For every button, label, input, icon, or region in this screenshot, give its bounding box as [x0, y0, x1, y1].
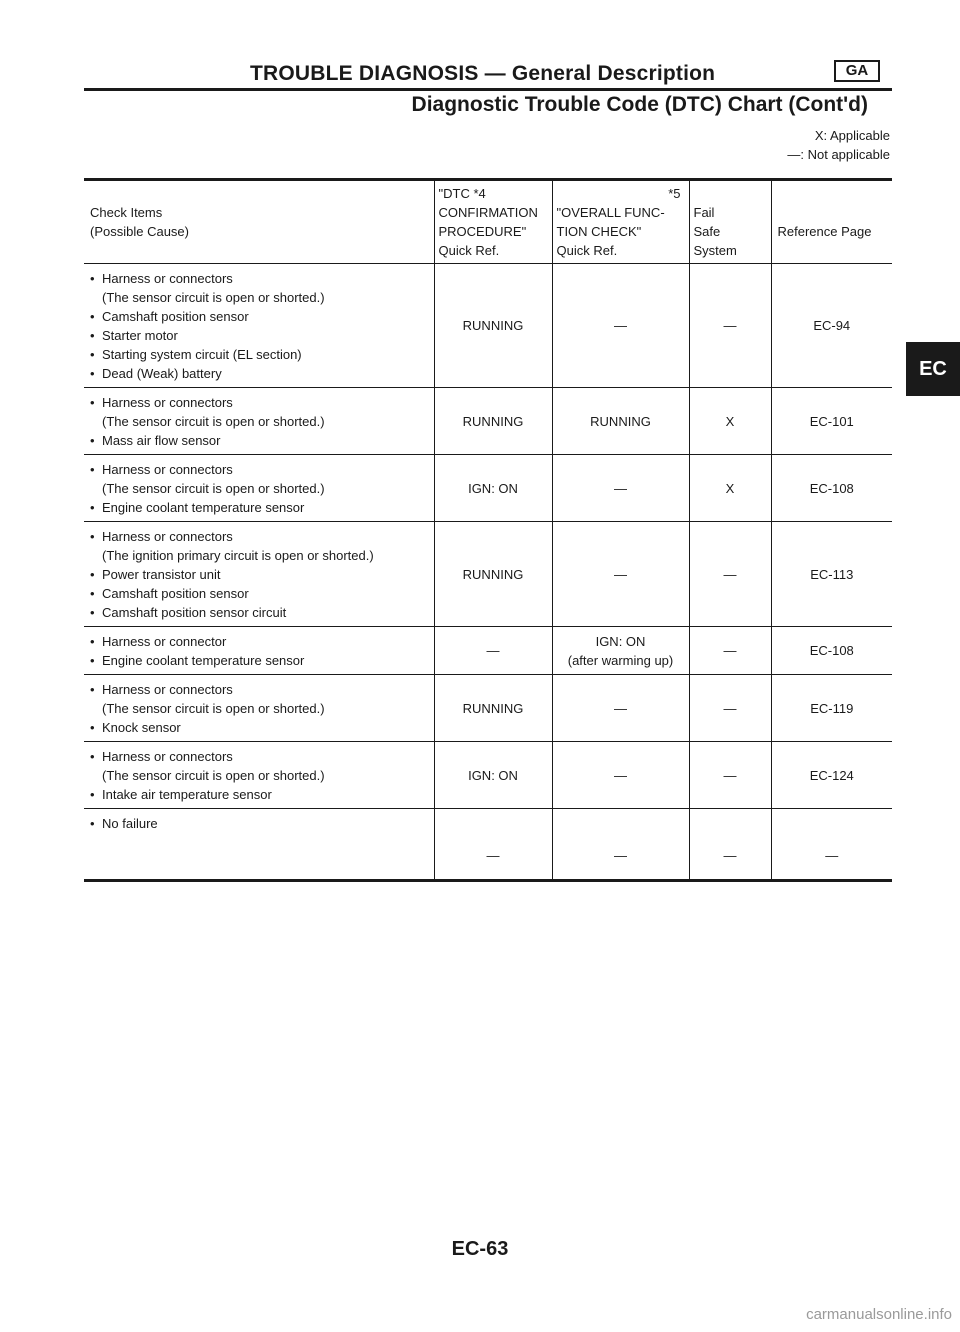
check-items-cell [84, 809, 434, 881]
fail-safe-cell-value: — [723, 566, 737, 582]
bullet-icon: • [90, 309, 95, 324]
fail-safe-cell [689, 264, 771, 388]
bullet-icon: • [90, 816, 95, 831]
check-item [90, 364, 430, 383]
check-item [90, 269, 430, 288]
fail-safe-cell-value: — [723, 318, 737, 333]
dtc-confirmation-cell [434, 388, 552, 455]
check-item-text: Harness or connectors [102, 749, 233, 764]
fail-safe-cell-value: — [723, 847, 737, 863]
overall-function-check-cell [552, 522, 689, 627]
check-item [90, 814, 430, 833]
legend-not-applicable: —: Not applicable [787, 147, 890, 162]
dtc-confirmation-cell-value: RUNNING [462, 566, 524, 582]
dtc-confirmation-cell-value: IGN: ON [468, 767, 518, 783]
table-row [84, 627, 892, 675]
check-item [90, 680, 430, 699]
check-item-text: Harness or connector [102, 634, 227, 649]
page-subtitle: Diagnostic Trouble Code (DTC) Chart (Cont'd) [411, 93, 868, 116]
header-line: Quick Ref. [438, 243, 500, 258]
check-item-text: (The sensor circuit is open or shorted.) [102, 414, 325, 429]
dtc-confirmation-cell-value: IGN: ON [468, 480, 518, 496]
header-check-items [84, 180, 434, 264]
bullet-icon: • [90, 653, 95, 668]
reference-page-cell [771, 742, 892, 809]
check-items-cell [84, 264, 434, 388]
header-line: "OVERALL FUNC- [556, 205, 665, 220]
fail-safe-cell-value: — [723, 767, 737, 783]
dtc-confirmation-cell-value: RUNNING [462, 318, 524, 333]
header-line: (Possible Cause) [90, 224, 189, 239]
bullet-icon: • [90, 328, 95, 343]
check-item-text: Intake air temperature sensor [102, 787, 272, 802]
overall-function-check-note: (after warming up) [567, 652, 674, 668]
overall-function-check-cell-value: IGN: ON [595, 633, 646, 649]
check-item-text: Harness or connectors [102, 529, 233, 544]
reference-page-cell-value: — [825, 847, 839, 863]
fail-safe-cell [689, 388, 771, 455]
section-logo: GA [834, 60, 880, 82]
table-row [84, 809, 892, 881]
reference-page-cell [771, 809, 892, 881]
check-item [90, 527, 430, 546]
legend-applicable: X: Applicable [814, 128, 890, 143]
check-item [90, 565, 430, 584]
check-item [90, 460, 430, 479]
header-line: Quick Ref. [556, 243, 618, 258]
dtc-confirmation-cell-value: RUNNING [462, 700, 524, 716]
check-item-note [90, 412, 430, 431]
bullet-icon: • [90, 271, 95, 286]
check-item-text: Camshaft position sensor [102, 586, 249, 601]
page-header-title: TROUBLE DIAGNOSIS — General Description [250, 62, 716, 85]
dtc-confirmation-cell [434, 742, 552, 809]
check-item [90, 431, 430, 450]
check-item-note [90, 766, 430, 785]
table-row [84, 264, 892, 388]
page-number: EC-63 [451, 1238, 509, 1260]
check-item [90, 718, 430, 737]
fail-safe-cell [689, 675, 771, 742]
bullet-icon: • [90, 634, 95, 649]
fail-safe-cell [689, 742, 771, 809]
dtc-confirmation-cell [434, 264, 552, 388]
check-item-note [90, 479, 430, 498]
check-item-text: Dead (Weak) battery [102, 366, 222, 381]
reference-page-cell [771, 627, 892, 675]
check-item-text: (The sensor circuit is open or shorted.) [102, 481, 325, 496]
table-row [84, 675, 892, 742]
check-item-text: Power transistor unit [102, 567, 221, 582]
reference-page-cell-value: EC-113 [810, 566, 854, 582]
fail-safe-cell [689, 455, 771, 522]
table-row [84, 388, 892, 455]
check-item [90, 747, 430, 766]
bullet-icon: • [90, 366, 95, 381]
reference-page-cell [771, 522, 892, 627]
check-item-text: Harness or connectors [102, 462, 233, 477]
bullet-icon: • [90, 682, 95, 697]
header-line: CONFIRMATION [438, 205, 538, 220]
reference-page-cell [771, 388, 892, 455]
reference-page-cell-value: EC-94 [813, 318, 851, 333]
reference-page-cell [771, 675, 892, 742]
check-items-cell [84, 627, 434, 675]
reference-page-cell [771, 264, 892, 388]
bullet-icon: • [90, 529, 95, 544]
check-item-text: (The ignition primary circuit is open or shorted.) [102, 548, 374, 563]
fail-safe-cell-value: X [725, 480, 735, 496]
header-line: "DTC *4 [438, 186, 486, 201]
dtc-confirmation-cell-value: — [486, 643, 500, 658]
check-item-note [90, 699, 430, 718]
fail-safe-cell [689, 627, 771, 675]
check-item [90, 393, 430, 412]
check-item-text: Starter motor [102, 328, 178, 343]
check-item-text: Mass air flow sensor [102, 433, 221, 448]
header-line: PROCEDURE" [438, 224, 527, 239]
check-item-text: (The sensor circuit is open or shorted.) [102, 290, 325, 305]
check-item-text: Camshaft position sensor [102, 309, 249, 324]
check-item [90, 785, 430, 804]
check-items-cell [84, 388, 434, 455]
check-item-text: (The sensor circuit is open or shorted.) [102, 768, 325, 783]
bullet-icon: • [90, 500, 95, 515]
header-reference-page: Reference Page [771, 180, 892, 264]
check-item [90, 307, 430, 326]
legend [787, 126, 890, 164]
table-row [84, 742, 892, 809]
dtc-confirmation-cell [434, 455, 552, 522]
overall-function-check-cell-value: — [614, 847, 627, 863]
fail-safe-cell-value: — [723, 700, 737, 716]
section-tab-ec: EC [906, 342, 960, 396]
check-item [90, 603, 430, 622]
check-item-note [90, 288, 430, 307]
check-item-text: Harness or connectors [102, 271, 233, 286]
check-item-text: (The sensor circuit is open or shorted.) [102, 701, 325, 716]
bullet-icon: • [90, 347, 95, 362]
dtc-chart-table [84, 178, 892, 882]
overall-function-check-cell [552, 388, 689, 455]
reference-page-cell-value: EC-108 [809, 480, 854, 496]
fail-safe-cell [689, 809, 771, 881]
check-item [90, 345, 430, 364]
check-item-text: Engine coolant temperature sensor [102, 653, 305, 668]
check-items-cell [84, 522, 434, 627]
dtc-confirmation-cell [434, 627, 552, 675]
check-items-cell [84, 742, 434, 809]
table-row [84, 522, 892, 627]
header-rule [84, 88, 892, 91]
check-item [90, 326, 430, 345]
reference-page-cell-value: EC-101 [809, 413, 854, 429]
dtc-confirmation-cell [434, 675, 552, 742]
check-item-text: Starting system circuit (EL section) [102, 347, 302, 362]
overall-function-check-cell [552, 809, 689, 881]
overall-function-check-cell [552, 675, 689, 742]
check-item [90, 651, 430, 670]
bullet-icon: • [90, 720, 95, 735]
reference-page-cell-value: EC-124 [809, 767, 854, 783]
overall-function-check-cell-value: — [614, 767, 627, 783]
check-item-text: Knock sensor [102, 720, 181, 735]
check-item-text: Engine coolant temperature sensor [102, 500, 305, 515]
overall-function-check-cell [552, 455, 689, 522]
check-item-note [90, 546, 430, 565]
overall-function-check-cell-value: — [614, 700, 627, 716]
overall-function-check-cell [552, 742, 689, 809]
fail-safe-cell [689, 522, 771, 627]
table-row [84, 455, 892, 522]
dtc-confirmation-cell-value: RUNNING [462, 413, 524, 429]
table-header-row [84, 180, 892, 264]
reference-page-cell-value: EC-119 [810, 700, 854, 716]
bullet-icon: • [90, 605, 95, 620]
check-items-cell [84, 455, 434, 522]
check-item-text: Camshaft position sensor circuit [102, 605, 287, 620]
header-line: Check Items [90, 205, 163, 220]
fail-safe-cell-value: — [723, 643, 737, 658]
bullet-icon: • [90, 787, 95, 802]
check-item-text: No failure [102, 816, 158, 831]
dtc-confirmation-cell [434, 522, 552, 627]
watermark: carmanualsonline.info [806, 1306, 952, 1323]
overall-function-check-cell-value: RUNNING [590, 413, 651, 429]
header-line: System [693, 243, 737, 258]
overall-function-check-cell-value: — [614, 566, 627, 582]
header-line: *5 [668, 186, 681, 201]
check-item-text: Harness or connectors [102, 682, 233, 697]
header-line: Fail [693, 205, 715, 220]
bullet-icon: • [90, 567, 95, 582]
dtc-confirmation-cell [434, 809, 552, 881]
bullet-icon: • [90, 462, 95, 477]
bullet-icon: • [90, 749, 95, 764]
overall-function-check-cell-value: — [614, 480, 627, 496]
header-line: TION CHECK" [556, 224, 642, 239]
overall-function-check-cell [552, 627, 689, 675]
fail-safe-cell-value: X [725, 413, 735, 429]
overall-function-check-cell [552, 264, 689, 388]
reference-page-cell-value: EC-108 [809, 643, 854, 658]
bullet-icon: • [90, 395, 95, 410]
check-item [90, 632, 430, 651]
header-overall-function-check [552, 180, 689, 264]
check-item-text: Harness or connectors [102, 395, 233, 410]
header-dtc-confirmation [434, 180, 552, 264]
overall-function-check-cell-value: — [614, 318, 627, 333]
bullet-icon: • [90, 586, 95, 601]
check-item [90, 584, 430, 603]
check-item [90, 498, 430, 517]
header-fail-safe-system [689, 180, 771, 264]
dtc-confirmation-cell-value: — [486, 847, 500, 863]
header-line: Safe [693, 224, 721, 239]
check-items-cell [84, 675, 434, 742]
bullet-icon: • [90, 433, 95, 448]
reference-page-cell [771, 455, 892, 522]
